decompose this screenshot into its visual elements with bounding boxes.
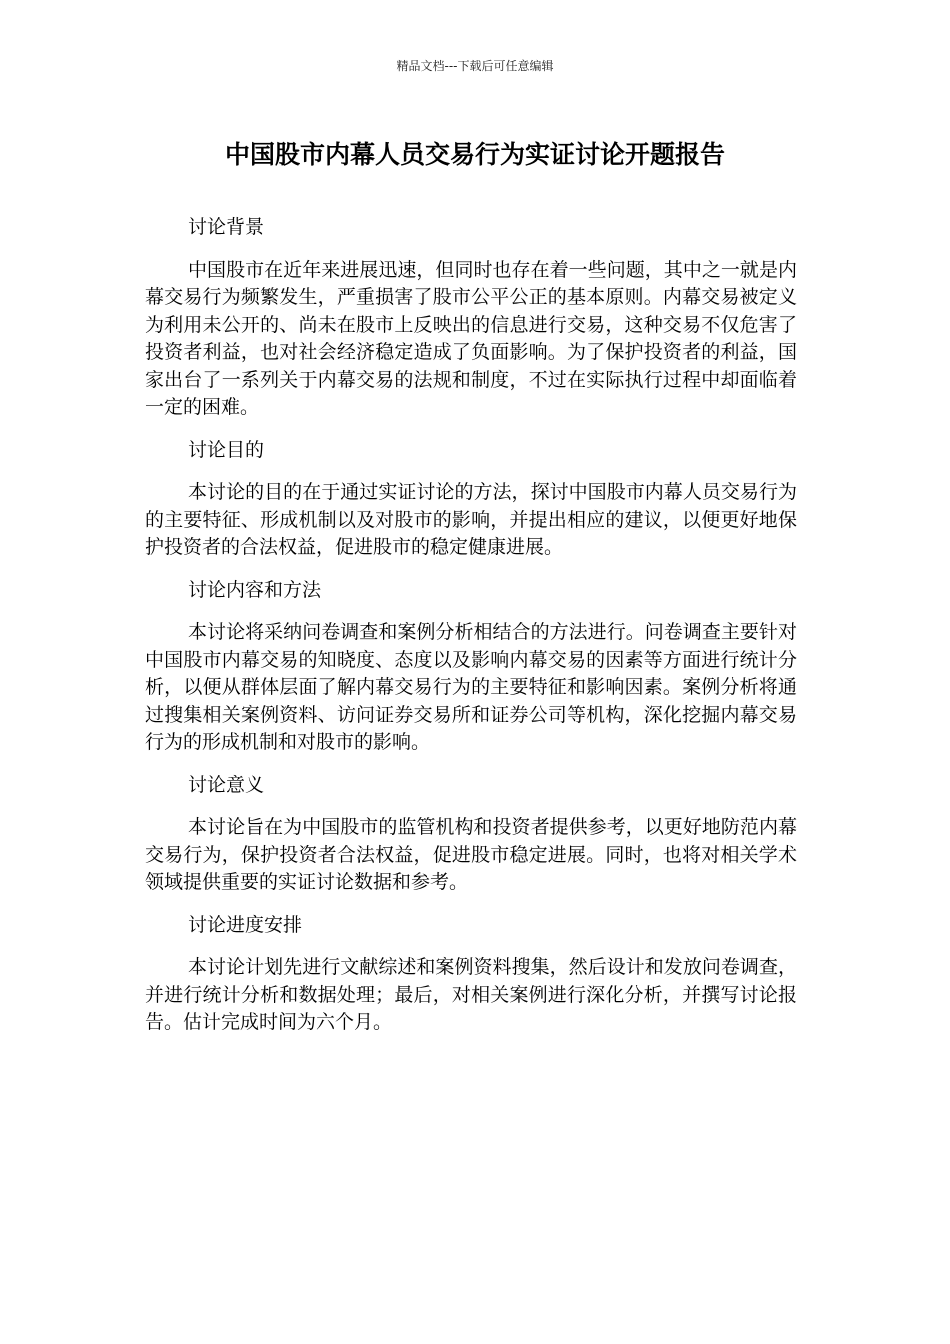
header-note: 精品文档---下载后可任意编辑 — [396, 59, 554, 73]
document-body — [145, 214, 797, 1052]
section-paragraph: 本讨论旨在为中国股市的监管机构和投资者提供参考，以更好地防范内幕交易行为，保护投资者合法权益，促进股市稳定进展。同时，也将对相关学术领域提供重要的实证讨论数据和参考。 — [145, 816, 797, 893]
section-content-methods — [145, 577, 797, 757]
section-heading: 讨论进度安排 — [188, 913, 303, 936]
section-significance — [145, 772, 797, 897]
section-paragraph: 本讨论将采纳问卷调查和案例分析相结合的方法进行。问卷调查主要针对中国股市内幕交易的知晓度、态度以及影响内幕交易的因素等方面进行统计分析，以便从群体层面了解内幕交易行为的主要特征和影响因素。案例分析将通过搜集相关案例资料、访问证券交易所和证券公司等机构，深化挖掘内幕交易行为的形成机制和对股市的影响。 — [145, 621, 797, 753]
document-title: 中国股市内幕人员交易行为实证讨论开题报告 — [224, 140, 725, 169]
section-heading: 讨论背景 — [188, 216, 265, 238]
section-heading: 讨论意义 — [188, 773, 265, 796]
section-schedule — [145, 912, 797, 1037]
section-paragraph: 本讨论计划先进行文献综述和案例资料搜集，然后设计和发放问卷调查，并进行统计分析和数据处理；最后，对相关案例进行深化分析，并撰写讨论报告。估计完成时间为六个月。 — [145, 956, 797, 1033]
section-heading: 讨论目的 — [188, 438, 265, 461]
section-paragraph: 本讨论的目的在于通过实证讨论的方法，探讨中国股市内幕人员交易行为的主要特征、形成机制以及对股市的影响，并提出相应的建议，以便更好地保护投资者的合法权益，促进股市的稳定健康进展。 — [145, 481, 797, 558]
section-purpose — [145, 437, 797, 562]
section-heading: 讨论内容和方法 — [188, 578, 322, 601]
section-background — [145, 214, 797, 422]
section-paragraph: 中国股市在近年来进展迅速，但同时也存在着一些问题，其中之一就是内幕交易行为频繁发生，严重损害了股市公平公正的基本原则。内幕交易被定义为利用未公开的、尚未在股市上反映出的信息进行交易，这种交易不仅危害了投资者利益，也对社会经济稳定造成了负面影响。为了保护投资者的利益，国家出台了一系列关于内幕交易的法规和制度，不过在实际执行过程中却面临着一定的困难。 — [145, 258, 797, 418]
